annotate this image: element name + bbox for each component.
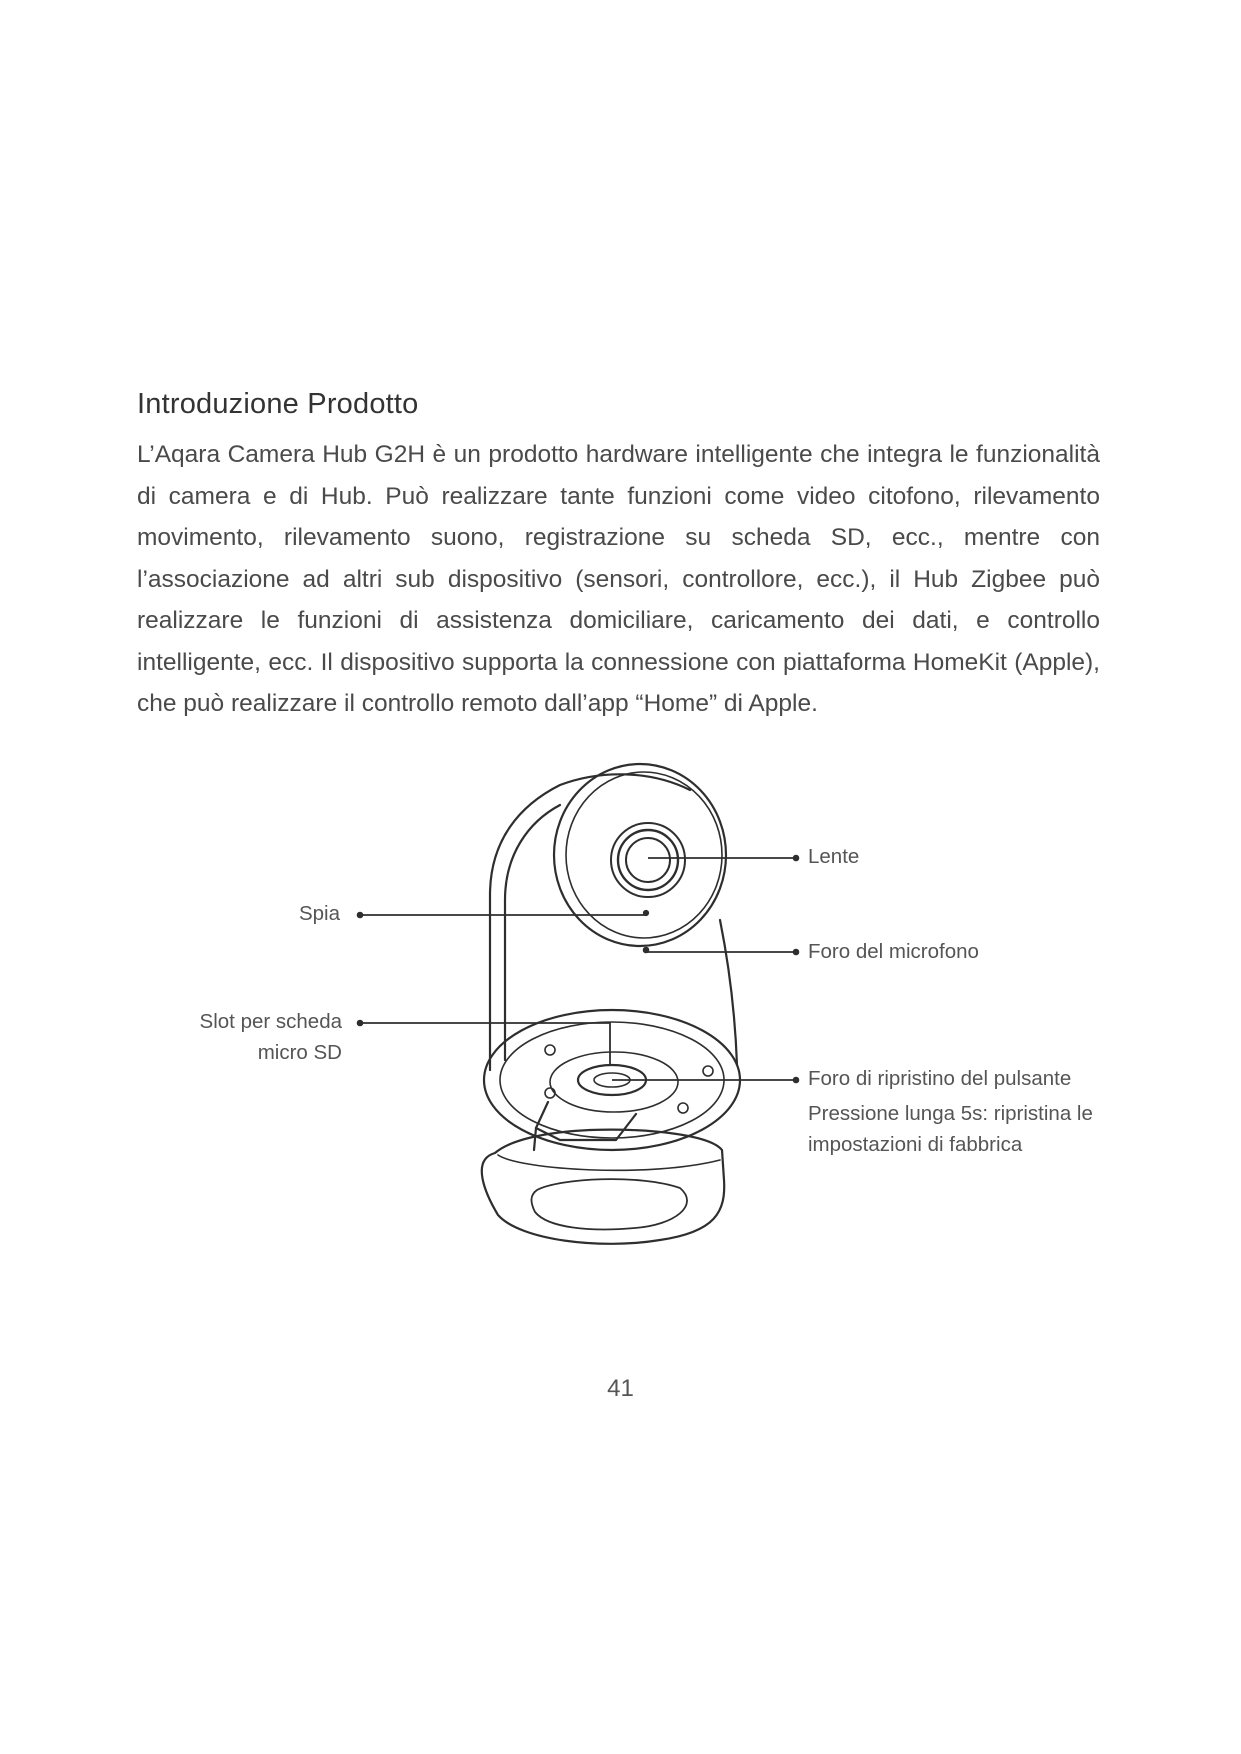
reset-leader-end: [794, 1078, 799, 1083]
label-sd-slot-line1: Slot per scheda: [199, 1010, 342, 1033]
sd-slot-leader-end: [358, 1021, 363, 1026]
label-microphone: Foro del microfono: [808, 940, 979, 963]
intro-paragraph: L’Aqara Camera Hub G2H è un prodotto hardware intelligente che integra le funzionalità di camera e di Hub. Può realizzare tante funzioni come video citofono, rilevamento movimento, rilevamento suono, registrazione su scheda SD, ecc., mentre con l’associazione ad altri sub dispositivo (sensori, controllore, ecc.), il Hub Zigbee può realizzare le funzioni di assistenza domiciliare, caricamento dei dati, e controllo intelligente, ecc. Il dispositivo supporta la connessione con piattaforma HomeKit (Apple), che può realizzare il controllo remoto dall’app “Home” di Apple.: [137, 441, 1100, 717]
camera-body-inner-edge: [505, 805, 560, 1060]
screw-hole: [678, 1103, 688, 1113]
label-reset-desc-line2: impostazioni di fabbrica: [808, 1133, 1023, 1156]
label-lens: Lente: [808, 845, 860, 868]
base-inner-pad: [531, 1179, 687, 1229]
bottom-plate-ring: [550, 1052, 678, 1112]
label-reset-title: Foro di ripristino del pulsante: [808, 1067, 1072, 1090]
lens-leader-end: [794, 856, 799, 861]
camera-head-disc: [554, 764, 726, 946]
section-title: Introduzione Prodotto: [137, 388, 419, 420]
base-outer: [482, 1130, 724, 1244]
indicator-leader-end: [358, 913, 363, 918]
camera-body-outline: [490, 774, 690, 1070]
lens-outer-ring: [611, 823, 685, 897]
label-sd-slot-line2: micro SD: [257, 1041, 342, 1064]
page-number: 41: [607, 1375, 634, 1402]
lens-inner-ring: [626, 838, 670, 882]
base-top-face: [498, 1155, 720, 1170]
label-indicator: Spia: [298, 902, 340, 925]
microphone-leader-end: [794, 950, 799, 955]
screw-hole: [545, 1045, 555, 1055]
label-reset-desc-line1: Pressione lunga 5s: ripristina le: [808, 1102, 1093, 1125]
hinge-bracket-side: [534, 1128, 536, 1150]
screw-hole: [703, 1066, 713, 1076]
